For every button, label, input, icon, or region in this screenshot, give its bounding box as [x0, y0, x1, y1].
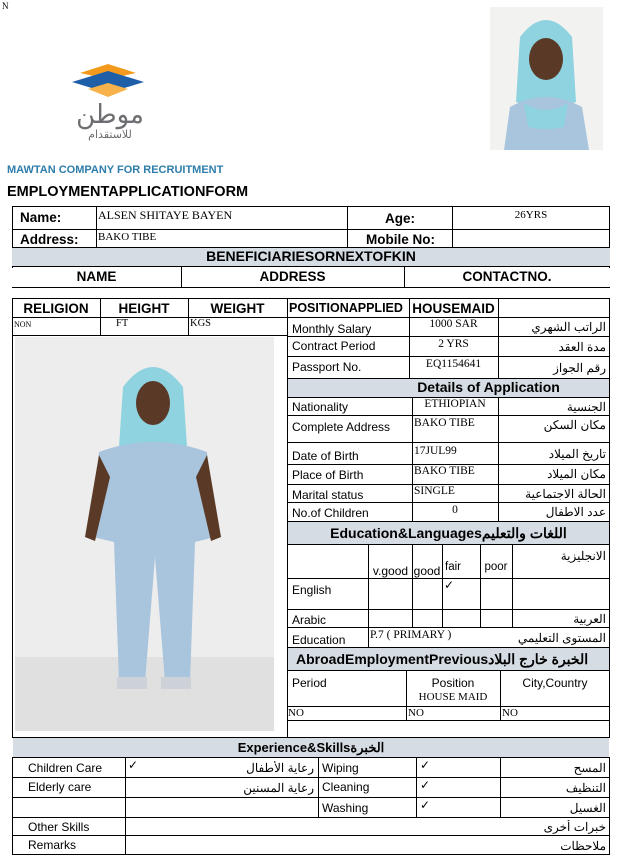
position-applied-value: HOUSEMAID	[412, 301, 495, 316]
passport-label: Passport No.	[292, 360, 362, 374]
address-label: Address:	[20, 232, 79, 247]
nationality-value: ETHIOPIAN	[424, 398, 486, 410]
level-vgood: v.good	[372, 564, 409, 578]
abroad-position-sub: HOUSE MAID	[418, 691, 488, 703]
abroad-city-header: City,Country	[522, 676, 588, 690]
wiping-check: ✓	[420, 758, 431, 772]
children-arabic: عدد الاطفال	[545, 505, 606, 519]
children-label: No.of Children	[292, 506, 369, 520]
cleaning-arabic: التنظيف	[565, 781, 606, 795]
mobile-label: Mobile No:	[366, 232, 435, 247]
passport-arabic: رقم الجواز	[553, 361, 606, 375]
details-header: Details of Application	[288, 379, 609, 397]
company-logo	[50, 55, 170, 145]
remarks-arabic: ملاحظات	[560, 839, 606, 853]
passport-value: EQ1154641	[425, 358, 482, 370]
level-fair: fair	[445, 561, 461, 573]
age-value: 26YRS	[514, 209, 548, 221]
remarks-label: Remarks	[28, 838, 77, 852]
marital-status-label: Marital status	[292, 488, 364, 502]
wiping-arabic: المسح	[573, 761, 606, 775]
weight-label: WEIGHT	[210, 301, 265, 316]
english-arabic: الانجليزية	[560, 549, 606, 563]
cleaning-label: Cleaning	[322, 780, 370, 794]
wiping-label: Wiping	[322, 761, 359, 775]
beneficiary-name-header: NAME	[76, 269, 117, 284]
abroad-position-value: NO	[408, 707, 424, 719]
contract-period-value: 2 YRS	[438, 338, 469, 350]
monthly-salary-value: 1000 SAR	[429, 318, 478, 330]
education-value: P.7 ( PRIMARY )	[370, 629, 452, 641]
beneficiary-contact-header: CONTACTNO.	[462, 269, 552, 284]
arabic-label: Arabic	[292, 613, 327, 627]
address-value: BAKO TIBE	[98, 231, 157, 243]
logo-arabic-name: موطن	[76, 100, 144, 130]
applicant-headshot-photo	[490, 7, 603, 150]
education-header-ar: اللغات والتعليم	[481, 525, 567, 541]
abroad-header-en: AbroadEmploymentPrevious	[296, 651, 489, 667]
level-poor: poor	[484, 561, 508, 573]
elderly-care-arabic: رعاية المسنين	[243, 781, 314, 795]
complete-address-value: BAKO TIBE	[414, 417, 475, 429]
education-header	[288, 522, 609, 544]
complete-address-label: Complete Address	[292, 420, 391, 434]
abroad-period-header: Period	[292, 676, 327, 690]
cleaning-check: ✓	[420, 778, 431, 792]
marital-status-arabic: الحالة الاجتماعية	[525, 487, 606, 501]
english-fair-check: ✓	[444, 578, 455, 592]
pob-label: Place of Birth	[292, 468, 364, 482]
pob-value: BAKO TIBE	[414, 465, 475, 477]
height-value: FT	[116, 318, 129, 329]
applicant-full-photo	[15, 337, 274, 731]
washing-check: ✓	[420, 798, 431, 812]
abroad-position-header: Position	[431, 676, 475, 690]
contract-period-label: Contract Period	[292, 339, 376, 353]
weight-value: KGS	[190, 318, 212, 329]
monthly-salary-label: Monthly Salary	[292, 322, 372, 336]
arabic-arabic: العربية	[573, 612, 606, 626]
education-label: Education	[292, 633, 346, 647]
nationality-arabic: الجنسية	[566, 400, 606, 414]
english-label: English	[292, 583, 332, 597]
dob-label: Date of Birth	[292, 449, 359, 463]
children-value: 0	[452, 504, 458, 516]
washing-label: Washing	[322, 801, 369, 815]
experience-header	[13, 738, 609, 757]
abroad-period-value: NO	[288, 707, 304, 719]
religion-value: NON	[14, 320, 32, 329]
height-label: HEIGHT	[118, 301, 170, 316]
position-applied-label: POSITIONAPPLIED	[289, 301, 403, 315]
religion-label: RELIGION	[23, 301, 89, 316]
company-name: MAWTAN COMPANY FOR RECRUITMENT	[7, 164, 224, 176]
experience-header-en: Experience&Skills	[237, 740, 351, 755]
monthly-salary-arabic: الراتب الشهري	[531, 320, 606, 334]
abroad-header	[288, 648, 609, 670]
corner-mark: N	[2, 1, 9, 11]
age-label: Age:	[385, 211, 415, 226]
marital-status-value: SINGLE	[414, 485, 455, 497]
experience-header-ar: الخبرة	[350, 740, 385, 755]
form-title: EMPLOYMENTAPPLICATIONFORM	[7, 184, 249, 200]
children-care-check: ✓	[128, 758, 139, 772]
elderly-care-label: Elderly care	[28, 780, 92, 794]
washing-arabic: الغسيل	[569, 801, 606, 815]
other-skills-arabic: خبرات أخرى	[543, 820, 606, 834]
education-arabic: المستوى التعليمي	[517, 631, 606, 645]
children-care-arabic: رعاية الأطفال	[246, 761, 314, 775]
beneficiaries-header: BENEFICIARIESORNEXTOFKIN	[12, 248, 610, 266]
pob-arabic: مكان الميلاد	[547, 467, 606, 481]
dob-arabic: تاريخ الميلاد	[548, 447, 606, 461]
complete-address-arabic: مكان السكن	[543, 418, 606, 432]
contract-period-arabic: مدة العقد	[558, 340, 606, 354]
children-care-label: Children Care	[28, 761, 103, 775]
other-skills-label: Other Skills	[28, 820, 90, 834]
name-label: Name:	[20, 210, 62, 225]
dob-value: 17JUL99	[414, 445, 457, 457]
education-header-en: Education&Languages	[330, 525, 482, 541]
nationality-label: Nationality	[292, 400, 349, 414]
logo-arabic-tagline: للاستقدام	[88, 128, 132, 141]
level-good: good	[413, 564, 441, 578]
abroad-header-ar: الخبرة خارج البلاد	[488, 651, 589, 667]
beneficiary-address-header: ADDRESS	[259, 269, 326, 284]
abroad-city-value: NO	[502, 707, 518, 719]
name-value: ALSEN SHITAYE BAYEN	[98, 208, 233, 222]
